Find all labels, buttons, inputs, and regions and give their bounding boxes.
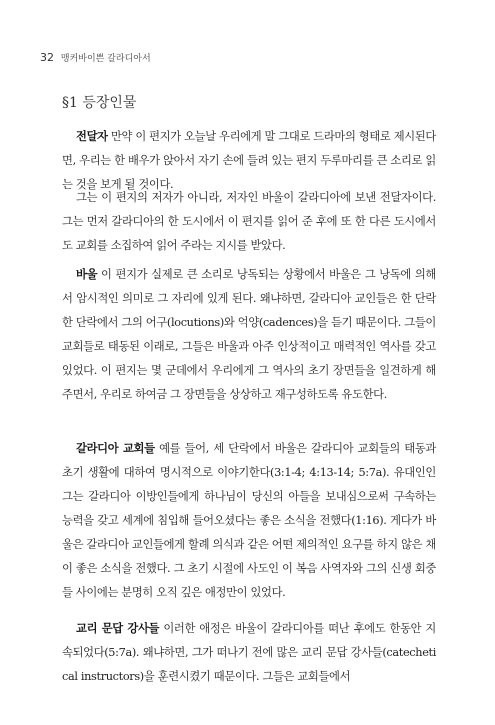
paragraph-text: 예를 들어, 세 단락에서 바울은 갈라디아 교회들의 태동과 초기 생활에 대하여 명시적으로 이야기한다(3:1-4; 4:13-14; 5:7a). 유대인인 그는 갈라디아 이방인들에게 하나님이 당신의 아들을 보내심으로써 구속하는 능력을 갖고 세계에 침입해 들어오셨다는 좋은 소식을 전했다(1:16). 게다가 바울은 갈라디아 교인들에게 할례 의식과 같은 어떤 제의적인 요구를 하지 않은 채 이 좋은 소식을 전했다. 그 초기 시절에 사도인 이 복음 사역자와 그의 신생 회중들 사이에는 분명히 오직 깊은 애정만이 있었다. xyxy=(62,442,436,599)
book-title: 맹커바이쁜 갈라디아서 xyxy=(60,54,151,64)
paragraph-paul xyxy=(62,262,436,407)
paragraph-galatian-churches xyxy=(62,436,436,605)
section-title: §1 등장인물 xyxy=(62,95,137,111)
paragraph-text: 이 편지가 실제로 큰 소리로 낭독되는 상황에서 바울은 그 낭독에 의해서 암시적인 의미로 그 자리에 있게 된다. 왜냐하면, 갈라디아 교인들은 한 단락 한 단락에서 그의 어구(locutions)와 억양(cadences)을 듣기 때문이다. 그들이 교회들로 태동된 이래로, 그들은 바울과 아주 인상적이고 매력적인 역사를 갖고 있었다. 이 편지는 몇 군데에서 우리에게 그 역사의 초기 장면들을 일견하게 해 주면서, 우리로 하여금 그 장면들을 상상하고 재구성하도록 유도한다. xyxy=(62,268,436,401)
paragraph-messenger-cont: 그는 이 편지의 저자가 아니라, 저자인 바울이 갈라디아에 보낸 전달자이다. 그는 먼저 갈라디아의 한 도시에서 이 편지를 읽어 준 후에 또 한 다른 도시에서도 교회를 소집하여 읽어 주라는 지시를 받았다. xyxy=(62,191,436,252)
paragraph-catechists xyxy=(62,616,436,689)
term-paul: 바울 xyxy=(76,267,98,281)
term-galatian-churches: 갈라디아 교회들 xyxy=(76,441,155,455)
paragraph-text: 만약 이 편지가 오늘날 우리에게 말 그대로 드라마의 형태로 제시된다면, 우리는 한 배우가 앉아서 자기 손에 들려 있는 편지 두루마리를 큰 소리로 읽는 것을 보게 될 것이다. xyxy=(62,130,436,191)
page-number: 32 xyxy=(40,51,54,64)
running-head xyxy=(40,51,151,64)
paragraph-text: 이러한 애정은 바울이 갈라디아를 떠난 후에도 한동안 지속되었다(5:7a). 왜냐하면, 그가 떠나기 전에 많은 교리 문답 강사들(catechetical instructors)을 훈련시켰기 때문이다. 그들은 교회들에서 xyxy=(62,622,436,683)
term-catechists: 교리 문답 강사들 xyxy=(76,621,160,635)
term-messenger: 전달자 xyxy=(76,129,108,143)
